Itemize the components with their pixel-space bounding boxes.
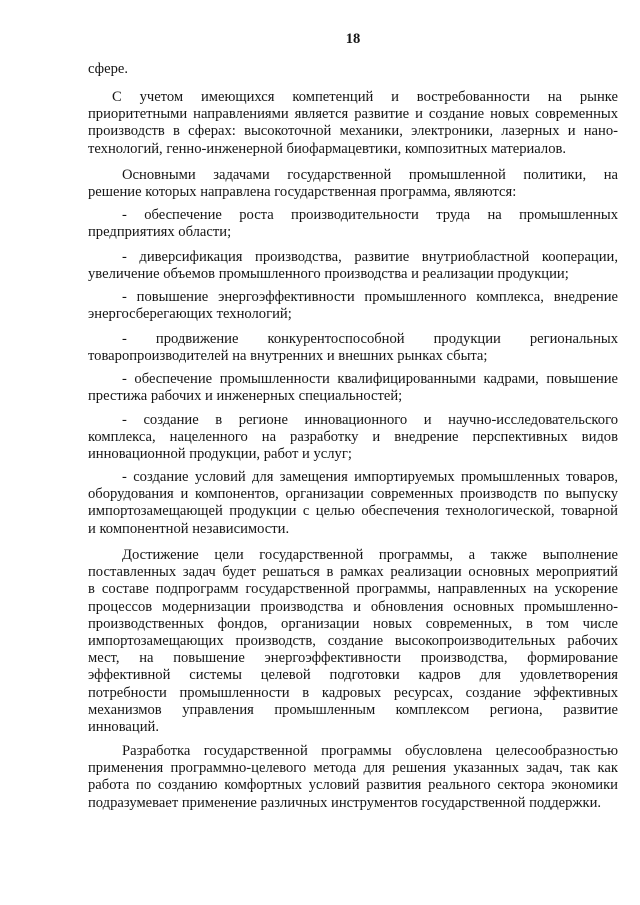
text-line: - повышение энергоэффективности промышленного комплекса, внедрение <box>122 289 618 305</box>
text-line: сфере. <box>88 61 129 77</box>
text-line: мест, на повышение энергоэффективности производства, формирование <box>88 650 618 667</box>
text-line: - диверсификация производства, развитие внутриобластной кооперации, <box>122 249 618 265</box>
paragraph <box>88 89 618 158</box>
text-line: комплекса, нацеленного на разработку и внедрение перспективных видов <box>88 429 618 446</box>
text-line: - продвижение конкурентоспособной продукции региональных <box>122 331 618 347</box>
text-line: инноваций. <box>88 719 159 736</box>
list-item <box>88 331 618 365</box>
text-line: технологий, генно-инженерной биофармацевтики, композитных материалов. <box>88 140 567 157</box>
text-line: С учетом имеющихся компетенций и востребованности на рынке <box>112 89 618 105</box>
text-line: товаропроизводителей на внутренних и внешних рынках сбыта; <box>88 348 488 365</box>
text-line: увеличение объемов промышленного производства и реализации продукции; <box>88 266 569 283</box>
text-line: механизмов управления промышленным комплексом региона, развитие <box>88 701 618 718</box>
list-item <box>88 371 618 405</box>
text-line: Достижение цели государственной программы, а также выполнение <box>122 547 618 563</box>
paragraph <box>88 167 618 201</box>
text-line: в составе подпрограмм государственной программы, направленных на ускорение <box>88 581 618 598</box>
list-item <box>88 469 618 538</box>
text-line: престижа рабочих и инженерных специальностей; <box>88 388 403 405</box>
list-item <box>88 249 618 283</box>
text-line: процессов модернизации производства и обновления основных промышленно- <box>88 598 618 615</box>
paragraph <box>88 743 618 812</box>
text-line: применения программно-целевого метода для решения указанных задач, так как <box>88 760 618 777</box>
text-line: Основными задачами государственной промышленной политики, на <box>122 167 618 183</box>
text-line: потребности промышленности в кадровых ресурсах, создание эффективных <box>88 684 618 701</box>
text-line: решение которых направлена государственная программа, являются: <box>88 184 517 201</box>
page-number: 18 <box>345 31 361 47</box>
text-line: энергосберегающих технологий; <box>88 306 292 323</box>
text-line: импортозамещающих производств, создание высокопроизводительных рабочих <box>88 633 618 650</box>
text-line: подразумевает применение различных инструментов государственной поддержки. <box>88 794 602 811</box>
text-line: - обеспечение роста производительности труда на промышленных <box>122 207 618 223</box>
text-line: инновационной продукции, работ и услуг; <box>88 446 352 463</box>
text-line: оборудования и компонентов, организации современных производств по выпуску <box>88 486 618 503</box>
list-item <box>88 412 618 464</box>
text-line: предприятиях области; <box>88 224 232 241</box>
paragraph <box>88 547 618 736</box>
text-line: Разработка государственной программы обусловлена целесообразностью <box>122 743 618 759</box>
text-line: эффективной системы целевой подготовки кадров для удовлетворения <box>88 667 618 684</box>
text-line: приоритетными направлениями является развитие и создание новых современных <box>88 106 618 123</box>
text-line: производств в сферах: высокоточной механики, электроники, лазерных и нано- <box>88 123 618 140</box>
paragraph <box>88 61 618 78</box>
text-line: - создание условий для замещения импортируемых промышленных товаров, <box>122 469 618 485</box>
list-item <box>88 207 618 241</box>
text-line: работа по созданию комфортных условий развития реального сектора экономики <box>88 777 618 794</box>
list-item <box>88 289 618 323</box>
text-line: импортозамещающей продукции с целью обеспечения технологической, товарной <box>88 503 618 520</box>
text-line: и компонентной независимости. <box>88 520 290 537</box>
text-line: поставленных задач будет решаться в рамках реализации основных мероприятий <box>88 564 618 581</box>
text-line: - создание в регионе инновационного и научно-исследовательского <box>122 412 618 428</box>
text-line: - обеспечение промышленности квалифицированными кадрами, повышение <box>122 371 618 387</box>
text-line: производственных фондов, организации новых современных, в том числе <box>88 615 618 632</box>
